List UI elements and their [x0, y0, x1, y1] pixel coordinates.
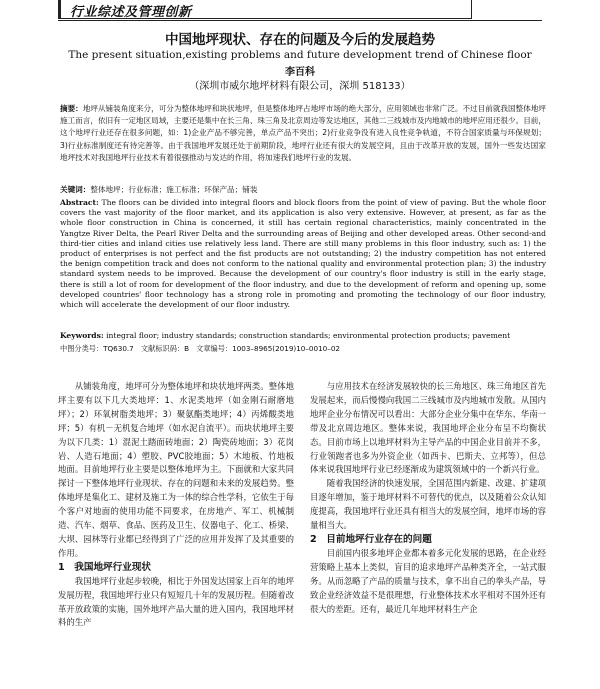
author: 李百科	[285, 67, 315, 78]
keywords-en-label: Keywords:	[60, 331, 104, 340]
body-column-right	[310, 380, 546, 616]
abstract-en-label: Abstract:	[60, 198, 99, 207]
section-heading-2: 2 目前地坪行业存在的问题	[310, 533, 432, 545]
header-label: 行业综述及管理创新	[70, 5, 192, 20]
affiliation: （深圳市威尔地坪材料有限公司，深圳 518133）	[189, 81, 411, 92]
body-paragraph: 目前国内很多地坪企业都本着多元化发展的思路，在企业经营策略上基本上类似，盲目的追求地坪产品种类齐全，一站式服务。从而忽略了产品的质量与技术，拿不出自己的拳头产品，导致企业经济效益不是很理想，行业整体技术水平相对不国外还有很大的差距。还有，最近几年地坪材料生产企	[310, 547, 546, 614]
section-heading-1: 1 我国地坪行业现状	[58, 561, 152, 573]
keywords-cn-label: 关键词：	[60, 185, 91, 194]
body-paragraph: 从铺装角度，地坪可分为整体地坪和块状地坪两类。整体地坪主要有以下几大类地坪：1、水泥类地坪（如金刚石耐磨地坪）；2）环氧树脂类地坪；3）聚氨酯类地坪；4）丙烯酸类地坪；5）有机－无机复合地坪（如水泥自流平）。而块状地坪主要为以下几类：1）混泥土踏面砖地面；2）陶瓷砖地面；3）花岗岩、人造石地面；4）塑胶、PVC胶地面；5）木地板、竹地板地面。目前地坪行业主要是以整体地坪为主。下面就和大家共同探讨一下整体地坪行业现状、存在的问题和未来的发展趋势。整体地坪是集化工、建材及施工为一体的综合性学科，它依生于每个客户对地面的使用功能不同要求，在房地产、军工、机械制造、汽车、烟草、食品、医药及卫生、仪器电子、化工、桥梁、大坝、园林等行业都已经得到了广泛的应用并发挥了及其重要的作用。	[58, 381, 294, 558]
title-chinese: 中国地坪现状、存在的问题及今后的发展趋势	[165, 32, 435, 48]
keywords-en-text: integral floor; industry standards; construction standards; environmental protection products; pavement	[106, 331, 511, 340]
body-column-left	[58, 380, 294, 630]
abstract-cn-label: 摘要：	[60, 104, 83, 113]
keywords-cn-text: 整体地坪；行业标准；施工标准；环保产品；铺装	[90, 185, 258, 194]
header-rule	[58, 20, 542, 21]
running-header	[0, 0, 600, 20]
keywords-english	[60, 331, 546, 340]
abstract-cn-text: 地坪从铺装角度来分，可分为整体地坪和块状地坪，但是整体地坪占地坪市场的绝大部分，应用领域也非常广泛。不过目前就我国整体地坪施工而言，依旧有一定地区局域，主要还是集中在长三角、珠三角及北京周边等发达地区，其他二三线城市及内地城市的地坪应用还很少。目前，这个地坪行业还存在很多问题，如：1)企业产品不够完善，单点产品不突出；2)行业竞争没有进入良性竞争轨道，不符合国家质量与环保规划；3)行业标准制度还有待完善等。由于我国地坪发展还处于前期阶段，地坪行业还有很大的发展空间，且由于改革开放的发展，国外一些发达国家地坪技术对我国地坪行业技术有着很强推动与发达的作用，将加速我们地坪行业的发展。	[60, 104, 546, 162]
title-english: The present situation,existing problems and future development trend of Chinese floor	[68, 49, 532, 61]
body-paragraph: 我国地坪行业起步较晚，相比于外国发达国家上百年的地坪发展历程，我国地坪行业只有短短几十年的发展历程。但随着改革开放政策的实施，国外地坪产品大量的进入国内，我国地坪材料的生产	[58, 575, 294, 628]
abstract-english	[60, 198, 546, 310]
classification-line: 中图分类号：TQ630.7 文献标识码：B 文章编号：1003–8965(2019)10–0010–02	[60, 344, 340, 353]
body-paragraph: 随着我国经济的快速发展，全国范围内新建、改建、扩建项目逐年增加，鉴于地坪材料不可替代的优点，以及随着公众认知度提高，我国地坪行业还具有相当大的发展空间，地坪市场的容量相当大。	[310, 478, 546, 531]
abstract-chinese	[60, 103, 546, 164]
keywords-chinese	[60, 184, 546, 195]
abstract-en-text: The floors can be divided into integral floors and block floors from the point of view of paving. But the whole floor covers the vast majority of the floor market, and its application is also very extensive. However, at present, as far as the whole floor construction in China is concerned, it still has certain regional characteristics, mainly concentrated in the Yangtze River Delta, the Pearl River Delta and the surrounding areas of Beijing and other developed areas. Other second-and third-tier cities and inland cities use relatively less land. There are still many problems in this floor industry, such as: 1) the product of enterprises is not perfect and the fist products are not outstanding; 2) the industry competition has not entered the benign competition track and does not conform to the national quality and environmental protection plan; 3) the industry standard system needs to be improved. Because the development of our country's floor industry is still in the early stage, there is still a lot of room for development of the floor industry, and due to the development of reform and opening up, some developed countries' floor technology has a strong role in promoting and promoting the technology of our floor industry, which will accelerate the development of our floor industry.	[60, 198, 547, 310]
body-paragraph: 与应用技术在经济发展较快的长三角地区、珠三角地区首先发展起来，而后慢慢向我国二三线城市及内地城市发散。从国内地坪企业分布情况可以看出：大部分企业分集中在华东、华南一带及北京周边地区。整体来说，我国地坪企业分布呈不均衡状态。目前市场上以地坪材料为主导产品的中国企业目前并不多，行业领跑者也多为外资企业（如西卡、巴斯夫、立邦等），但总体来说我国地坪行业已经逐渐成为建筑领域中的一个新兴行业。	[310, 381, 546, 475]
